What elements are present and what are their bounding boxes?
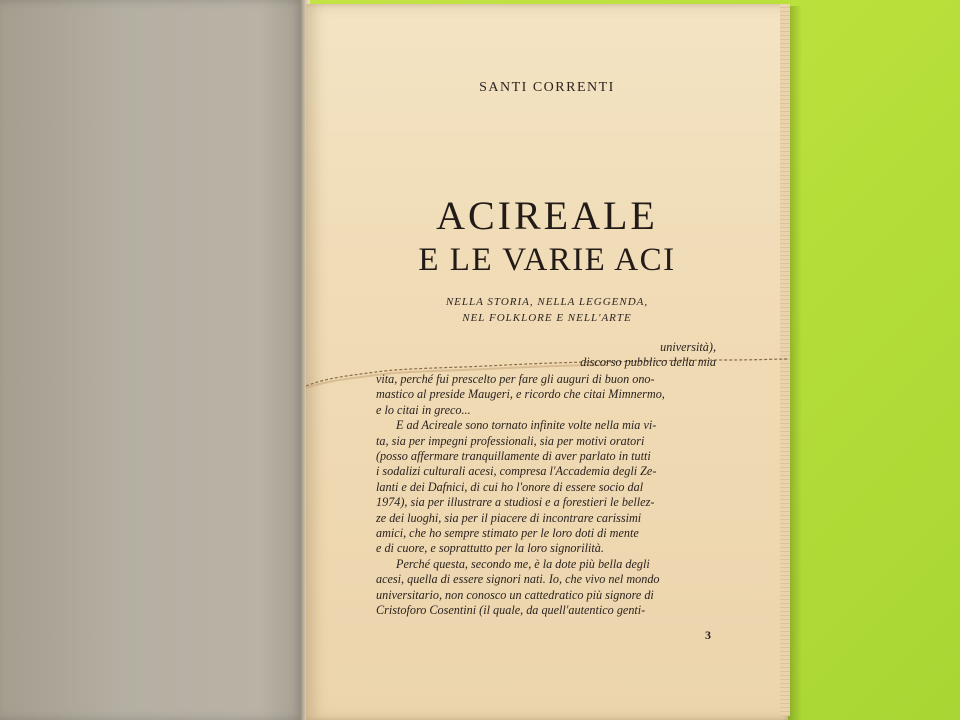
subtitle-line-2: NEL FOLKLORE E NELL'ARTE xyxy=(462,312,632,324)
page-number: 3 xyxy=(705,628,711,642)
body-line: 1974), sia per illustrare a studiosi e a forestieri le bellez- xyxy=(376,495,655,510)
torn-fragment-top: università), xyxy=(660,340,716,354)
body-line: acesi, quella di essere signori nati. Io, che vivo nel mondo xyxy=(376,572,660,587)
body-text xyxy=(376,372,716,619)
body-line: vita, perché fui prescelto per fare gli auguri di buon ono- xyxy=(376,372,655,386)
body-line: ta, sia per impegni professionali, sia per motivi oratori xyxy=(376,433,645,448)
author-name: SANTI CORRENTI xyxy=(479,80,615,95)
book-back-cover xyxy=(0,0,306,720)
body-line: Perché questa, secondo me, è la dote più bella degli xyxy=(396,556,650,571)
body-line: mastico al preside Maugeri, e ricordo che citai Mimnermo, xyxy=(376,387,665,402)
body-line: i sodalizi culturali acesi, compresa l'Accademia degli Ze- xyxy=(376,464,657,479)
body-line: ze dei luoghi, sia per il piacere di incontrare carissimi xyxy=(376,510,642,525)
subtitle xyxy=(306,294,788,326)
subtitle-line-1: NELLA STORIA, NELLA LEGGENDA, xyxy=(445,296,649,308)
body-line: (posso affermare tranquillamente di aver parlato in tutti xyxy=(376,449,651,464)
body-line: amici, che ho sempre stimato per le loro doti di mente xyxy=(376,526,639,541)
body-line: Cristoforo Cosentini (il quale, da quell'autentico genti- xyxy=(376,603,646,618)
body-line: e lo citai in greco... xyxy=(376,402,471,417)
body-line: e di cuore, e soprattutto per la loro signorilità. xyxy=(376,541,604,556)
torn-fragment-line: discorso pubblico della mia xyxy=(580,355,716,369)
title-line-1: ACIREALE xyxy=(436,193,658,238)
body-line: lanti e dei Dafnici, di cui ho l'onore di essere socio dal xyxy=(376,479,644,494)
body-line: E ad Acireale sono tornato infinite volte nella mia vi- xyxy=(396,418,657,433)
body-line: universitario, non conosco un cattedratico più signore di xyxy=(376,587,654,602)
title-line-2: E LE VARIE ACI xyxy=(418,242,676,278)
